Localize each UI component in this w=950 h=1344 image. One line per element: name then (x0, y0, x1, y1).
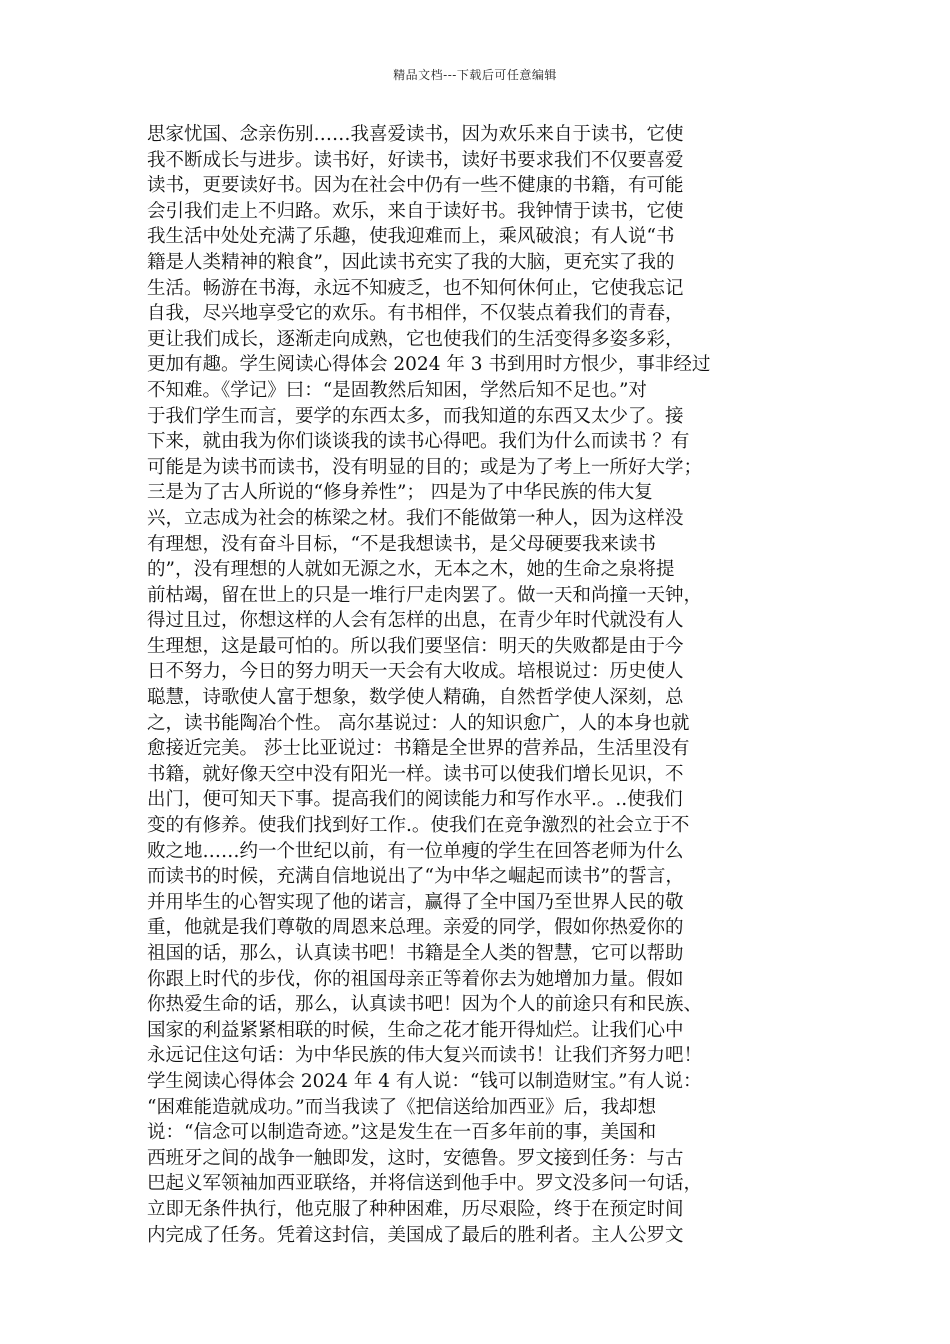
text-line: 变的有修养。使我们找到好工作.。使我们在竞争激烈的社会立于不 (147, 815, 690, 837)
text-line: 西班牙之间的战争一触即发，这时，安德鲁。罗文接到任务：与古 (147, 1147, 684, 1169)
text-line: 愈接近完美。 莎士比亚说过：书籍是全世界的营养品，生活里没有 (147, 738, 690, 760)
text-line: 不知难。《学记》曰：“是固教然后知困，学然后知不足也。”对 (147, 379, 647, 401)
text-line: 之，读书能陶冶个性。 高尔基说过：人的知识愈广，人的本身也就 (147, 712, 690, 734)
text-line: 巴起义军领袖加西亚联络，并将信送到他手中。罗文没多问一句话， (147, 1173, 703, 1195)
text-line: 生活。畅游在书海，永远不知疲乏，也不知何休何止，它使我忘记 (147, 277, 684, 299)
text-line: 有理想，没有奋斗目标，“不是我想读书，是父母硬要我来读书 (147, 533, 656, 555)
text-line: 自我，尽兴地享受它的欢乐。有书相伴，不仅装点着我们的青春， (147, 303, 684, 325)
text-line: 兴，立志成为社会的栋梁之材。我们不能做第一种人，因为这样没 (147, 507, 684, 529)
text-line: 国家的利益紧紧相联的时候，生命之花才能开得灿烂。让我们心中 (147, 1019, 684, 1041)
text-line: 重，他就是我们尊敬的周恩来总理。亲爱的同学，假如你热爱你的 (147, 917, 684, 939)
text-line: 籍是人类精神的粮食”，因此读书充实了我的大脑，更充实了我的 (147, 251, 675, 273)
text-line: 三是为了古人所说的“修身养性”； 四是为了中华民族的伟大复 (147, 482, 653, 504)
text-line: 聪慧，诗歌使人富于想象，数学使人精确，自然哲学使人深刻，总 (147, 687, 684, 709)
text-line: 书籍，就好像天空中没有阳光一样。读书可以使我们增长见识，不 (147, 763, 684, 785)
text-line: 出门，便可知天下事。提高我们的阅读能力和写作水平.。..使我们 (147, 789, 683, 811)
text-line: 读书，更要读好书。因为在社会中仍有一些不健康的书籍，有可能 (147, 175, 684, 197)
text-line: 祖国的话，那么，认真读书吧！书籍是全人类的智慧，它可以帮助 (147, 943, 684, 964)
text-line: 前枯竭，留在世上的只是一堆行尸走肉罢了。做一天和尚撞一天钟， (147, 584, 703, 606)
text-line: 下来，就由我为你们谈谈我的读书心得吧。我们为什么而读书 ？有 (147, 431, 690, 453)
text-line: 日不努力，今日的努力明天一天会有大收成。培根说过：历史使人 (147, 661, 684, 683)
text-line: 生理想，这是最可怕的。所以我们要坚信：明天的失败都是由于今 (147, 635, 684, 657)
text-line: 内完成了任务。凭着这封信，美国成了最后的胜利者。主人公罗文 (147, 1224, 684, 1246)
text-line: 永远记住这句话：为中华民族的伟大复兴而读书！让我们齐努力吧！ (147, 1045, 703, 1067)
text-line: 你热爱生命的话，那么，认真读书吧！因为个人的前途只有和民族、 (147, 994, 703, 1016)
text-line: 可能是为读书而读书，没有明显的目的；或是为了考上一所好大学； (147, 456, 703, 478)
text-line: 更让我们成长，逐渐走向成熟，它也使我们的生活变得多姿多彩， (147, 328, 684, 350)
text-line: 你跟上时代的步伐，你的祖国母亲正等着你去为她增加力量。假如 (147, 968, 684, 990)
text-line: 更加有趣。学生阅读心得体会 2024 年 3 书到用时方恨少，事非经过 (147, 354, 711, 376)
text-line: 会引我们走上不归路。欢乐，来自于读好书。我钟情于读书，它使 (147, 200, 684, 222)
text-line: “困难能造就成功。”而当我读了《把信送给加西亚》后，我却想 (147, 1096, 657, 1118)
text-line: 并用毕生的心智实现了他的诺言，赢得了全中国乃至世界人民的敬 (147, 891, 684, 913)
text-line: 的”，没有理想的人就如无源之水，无本之木，她的生命之泉将提 (147, 559, 675, 581)
text-line: 我生活中处处充满了乐趣，使我迎难而上，乘风破浪；有人说“书 (147, 226, 675, 248)
text-line: 学生阅读心得体会 2024 年 4 有人说：“钱可以制造财宝。”有人说： (147, 1070, 702, 1092)
page-header: 精品文档---下载后可任意编辑 (393, 68, 557, 82)
text-line: 说：“信念可以制造奇迹。”这是发生在一百多年前的事，美国和 (147, 1122, 657, 1144)
text-line: 败之地……约一个世纪以前，有一位单瘦的学生在回答老师为什么 (147, 840, 684, 862)
text-line: 我不断成长与进步。读书好，好读书，读好书要求我们不仅要喜爱 (147, 149, 684, 171)
text-line: 于我们学生而言，要学的东西太多，而我知道的东西又太少了。接 (147, 405, 684, 427)
text-line: 立即无条件执行，他克服了种种困难，历尽艰险，终于在预定时间 (147, 1198, 684, 1220)
text-line: 思家忧国、念亲伤别……我喜爱读书，因为欢乐来自于读书，它使 (147, 124, 684, 145)
text-line: 而读书的时候，充满自信地说出了“为中华之崛起而读书”的誓言， (147, 866, 684, 888)
text-line: 得过且过，你想这样的人会有怎样的出息，在青少年时代就没有人 (147, 610, 684, 632)
body-text (147, 122, 807, 1248)
